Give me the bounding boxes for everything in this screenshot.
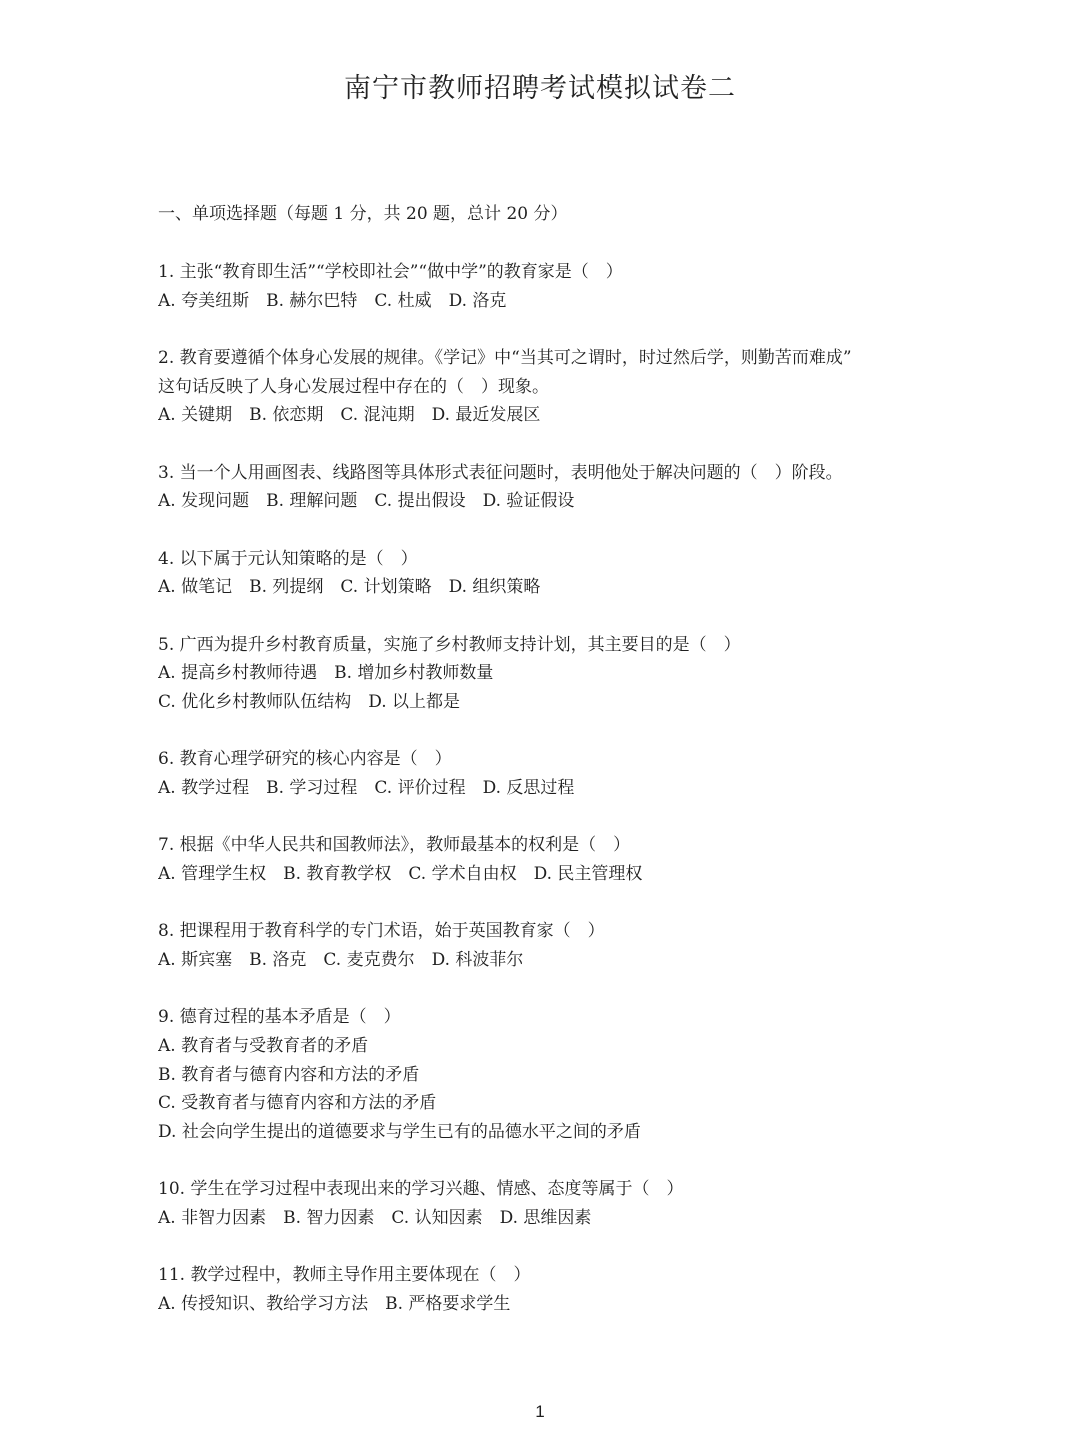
question-options: A. 关键期 B. 依恋期 C. 混沌期 D. 最近发展区 — [158, 405, 541, 426]
question-options: A. 提高乡村教师待遇 B. 增加乡村教师数量 — [158, 663, 494, 684]
question-stem: 9. 德育过程的基本矛盾是（ ） — [158, 1007, 401, 1028]
question-options: A. 做笔记 B. 列提纲 C. 计划策略 D. 组织策略 — [158, 577, 541, 598]
question-stem: 3. 当一个人用画图表、线路图等具体形式表征问题时，表明他处于解决问题的（ ）阶段。 — [158, 462, 843, 483]
question-option-a: A. 教育者与受教育者的矛盾 — [158, 1035, 369, 1056]
question-stem: 10. 学生在学习过程中表现出来的学习兴趣、情感、态度等属于（ ） — [158, 1179, 684, 1200]
question-stem: 5. 广西为提升乡村教育质量，实施了乡村教师支持计划，其主要目的是（ ） — [158, 634, 741, 655]
question-stem: 2. 教育要遵循个体身心发展的规律。《学记》中“当其可之谓时，时过然后学，则勤苦而难成” — [158, 347, 852, 368]
question-options: A. 夸美纽斯 B. 赫尔巴特 C. 杜威 D. 洛克 — [158, 290, 507, 311]
question-7 — [158, 831, 948, 888]
question-8 — [158, 917, 948, 974]
question-stem: 11. 教学过程中，教师主导作用主要体现在（ ） — [158, 1265, 531, 1286]
question-options: A. 传授知识、教给学习方法 B. 严格要求学生 — [158, 1293, 511, 1314]
section-heading: 一、单项选择题（每题 1 分，共 20 题，总计 20 分） — [158, 204, 568, 224]
question-stem: 7. 根据《中华人民共和国教师法》，教师最基本的权利是（ ） — [158, 835, 631, 856]
question-option-c: C. 受教育者与德育内容和方法的矛盾 — [158, 1093, 437, 1114]
question-6 — [158, 745, 948, 802]
question-option-d: D. 社会向学生提出的道德要求与学生已有的品德水平之间的矛盾 — [158, 1121, 641, 1142]
question-stem-continued: 这句话反映了人身心发展过程中存在的（ ）现象。 — [158, 376, 549, 397]
question-3 — [158, 459, 948, 516]
question-options: A. 非智力因素 B. 智力因素 C. 认知因素 D. 思维因素 — [158, 1207, 592, 1228]
question-options: A. 斯宾塞 B. 洛克 C. 麦克费尔 D. 科波菲尔 — [158, 949, 524, 970]
question-stem: 4. 以下属于元认知策略的是（ ） — [158, 548, 418, 569]
question-options: A. 教学过程 B. 学习过程 C. 评价过程 D. 反思过程 — [158, 777, 575, 798]
question-10 — [158, 1175, 948, 1232]
question-1 — [158, 258, 948, 315]
question-options: A. 管理学生权 B. 教育教学权 C. 学术自由权 D. 民主管理权 — [158, 863, 643, 884]
question-9 — [158, 1003, 948, 1146]
exam-content — [158, 200, 948, 1347]
question-stem: 6. 教育心理学研究的核心内容是（ ） — [158, 749, 452, 770]
page-title: 南宁市教师招聘考试模拟试卷二 — [344, 73, 736, 104]
question-11 — [158, 1261, 948, 1318]
question-4 — [158, 545, 948, 602]
question-2 — [158, 344, 948, 430]
question-stem: 1. 主张“教育即生活”“学校即社会”“做中学”的教育家是（ ） — [158, 262, 623, 282]
question-5 — [158, 631, 948, 717]
question-stem: 8. 把课程用于教育科学的专门术语，始于英国教育家（ ） — [158, 921, 605, 942]
question-options: A. 发现问题 B. 理解问题 C. 提出假设 D. 验证假设 — [158, 491, 575, 512]
question-options: C. 优化乡村教师队伍结构 D. 以上都是 — [158, 691, 461, 712]
page-number: 1 — [535, 1402, 545, 1421]
question-option-b: B. 教育者与德育内容和方法的矛盾 — [158, 1064, 420, 1085]
